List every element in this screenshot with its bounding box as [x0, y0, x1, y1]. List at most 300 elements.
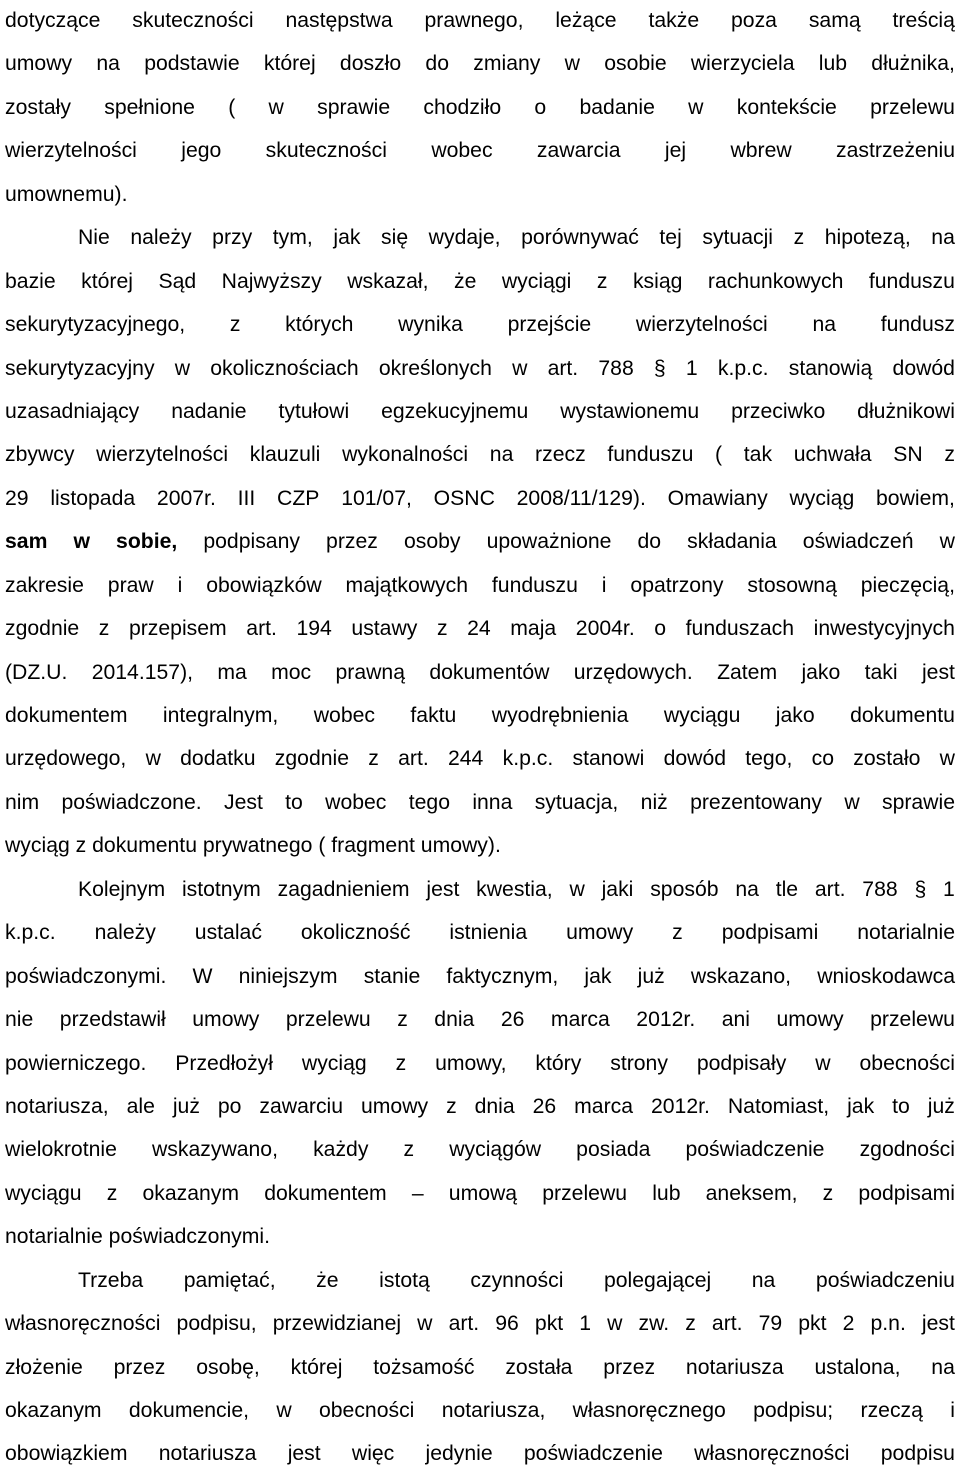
word: na	[931, 226, 955, 250]
word: nim	[5, 790, 40, 814]
word: stanowi	[572, 747, 645, 771]
word: tożsamość	[373, 1355, 475, 1379]
word: już	[637, 964, 665, 988]
word: na	[489, 443, 514, 467]
word: jak	[847, 1094, 875, 1118]
word: pamiętać,	[183, 1268, 276, 1292]
word: 2	[842, 1312, 855, 1336]
word: jaki	[601, 877, 634, 901]
word: urzędowego,	[5, 747, 127, 771]
word: przez	[326, 530, 378, 554]
word: tym,	[272, 226, 313, 250]
word: sytuacja,	[534, 790, 619, 814]
word: 2007r.	[156, 486, 216, 510]
word: rachunkowych	[707, 269, 844, 293]
word: podpisu;	[753, 1399, 834, 1422]
word: należy	[130, 226, 192, 250]
word: umowy	[776, 1008, 844, 1032]
word: wnioskodawca	[817, 964, 955, 988]
word: stanie	[363, 964, 421, 988]
word: umowy	[192, 1008, 260, 1032]
word: poświadczeniu	[815, 1268, 955, 1292]
word: pkt	[534, 1312, 564, 1336]
text-line	[5, 42, 955, 85]
word: tego	[408, 790, 450, 814]
word: przelewu	[870, 1008, 955, 1032]
word: okazanym	[5, 1399, 102, 1422]
word: art.	[448, 1312, 480, 1336]
word: 2004r.	[575, 617, 635, 641]
word: w	[417, 1312, 433, 1336]
word: art.	[711, 1312, 743, 1336]
word: k.p.c.	[502, 747, 554, 771]
word: opatrzony	[630, 573, 724, 597]
word: w	[815, 1051, 831, 1075]
text-line	[5, 303, 955, 346]
document-page	[5, 0, 955, 1476]
word: w	[569, 877, 585, 901]
word: Trzeba	[78, 1268, 144, 1292]
word: zostało	[853, 747, 921, 771]
word: czynności	[470, 1268, 564, 1292]
word: przelewu	[285, 1008, 371, 1032]
word: spełnione	[104, 95, 195, 119]
word: leżące	[555, 9, 617, 32]
text-line	[5, 911, 955, 954]
word: przewidzianej	[272, 1312, 402, 1336]
word: poświadczenie	[685, 1138, 825, 1162]
word: (	[318, 834, 326, 858]
word: sekurytyzacyjnego,	[5, 313, 186, 337]
word: Przedłożył	[175, 1051, 273, 1075]
word: rzeczą	[860, 1399, 923, 1422]
word: art.	[814, 877, 846, 901]
text-line	[5, 347, 955, 390]
word: poświadczonymi.	[5, 964, 167, 988]
word: należy	[94, 921, 156, 945]
word: dodatku	[180, 747, 256, 771]
word: zostały	[5, 95, 71, 119]
word: ksiąg	[632, 269, 683, 293]
word: tytułowi	[278, 399, 350, 423]
word: –	[411, 1181, 424, 1205]
text-line	[5, 694, 955, 737]
text-line	[5, 737, 955, 780]
word: kwestia,	[476, 877, 553, 901]
word: 2008/11/129).	[516, 486, 646, 510]
word: Zatem	[717, 660, 778, 684]
word: stosowną	[747, 573, 837, 597]
word: dowód	[892, 356, 955, 380]
word: inna	[472, 790, 513, 814]
word: przelewu	[542, 1181, 628, 1205]
word: umowy	[566, 921, 634, 945]
word: 96	[495, 1312, 519, 1336]
word: to	[285, 790, 303, 814]
text-line	[5, 390, 955, 433]
word: integralnym,	[162, 704, 279, 727]
word: podpisami	[858, 1181, 955, 1205]
word: następstwa	[285, 9, 393, 32]
word: zgodności	[859, 1138, 955, 1162]
text-line	[5, 260, 955, 303]
word: Najwyższy	[221, 269, 322, 293]
word: już	[927, 1094, 955, 1118]
word: została	[505, 1355, 573, 1379]
word: umowy	[360, 1094, 429, 1118]
word: uzasadniający	[5, 399, 140, 423]
word: 101/07,	[341, 486, 412, 510]
word: wierzytelności	[96, 443, 229, 467]
word: sobie,	[116, 530, 178, 554]
word: 194	[296, 617, 332, 641]
word: w	[145, 747, 161, 771]
word: przelewu	[870, 95, 955, 119]
word: której	[81, 269, 133, 293]
word: jest	[287, 1442, 321, 1466]
word: wyciąg	[789, 486, 855, 510]
word: w	[276, 1399, 292, 1422]
word: w	[512, 356, 528, 380]
word: rzecz	[535, 443, 586, 467]
word: w	[939, 530, 955, 554]
word: obecności	[859, 1051, 955, 1075]
word: wskazał,	[347, 269, 429, 293]
word: faktycznym,	[446, 964, 559, 988]
word: wyciągu	[663, 704, 741, 727]
word: uchwała	[793, 443, 872, 467]
word: urzędowych.	[573, 660, 693, 684]
word: prywatnego	[202, 834, 313, 858]
word: wobec	[313, 704, 375, 727]
word: który	[535, 1051, 582, 1075]
word: pkt	[798, 1312, 827, 1336]
word: 2012r.	[650, 1094, 710, 1118]
text-line	[5, 129, 955, 172]
word: niż	[640, 790, 668, 814]
word: ustawy	[351, 617, 418, 641]
word: ale	[126, 1094, 155, 1118]
word: podpisany	[203, 530, 300, 554]
word: własnoręczności	[5, 1312, 161, 1336]
word: notarialnie	[857, 921, 955, 945]
word: samą	[808, 9, 861, 32]
word: także	[648, 9, 700, 32]
word: oświadczeń	[802, 530, 914, 554]
word: majątkowych	[345, 573, 469, 597]
word: bowiem,	[876, 486, 955, 510]
word: istotą	[379, 1268, 430, 1292]
word: III	[237, 486, 256, 510]
word: i	[601, 573, 607, 597]
word: Kolejnym	[78, 877, 166, 901]
word: poza	[731, 9, 777, 32]
word: okolicznościach	[210, 356, 359, 380]
word: w	[268, 95, 284, 119]
word: w	[73, 530, 90, 554]
text-line	[5, 564, 955, 607]
word: umownemu).	[5, 182, 128, 206]
word: w	[174, 356, 191, 380]
word: sekurytyzacyjny	[5, 356, 155, 380]
text-line	[5, 1172, 955, 1215]
word: wynika	[398, 313, 463, 337]
word: w	[688, 95, 704, 119]
text-line	[5, 998, 955, 1041]
word: pieczęcią,	[860, 573, 955, 597]
word: przez	[603, 1355, 656, 1379]
word: z	[822, 1181, 834, 1205]
word: aneksem,	[705, 1181, 798, 1205]
word: prawną	[335, 660, 405, 684]
word: skuteczności	[265, 139, 387, 163]
word: z	[106, 1181, 118, 1205]
word: o	[654, 617, 667, 641]
word: istotnym	[181, 877, 261, 901]
word: wystawionemu	[560, 399, 700, 423]
text-line	[5, 1128, 955, 1171]
text-line	[5, 1259, 955, 1302]
word: przeciwko	[731, 399, 826, 423]
word: podpisu	[880, 1442, 955, 1466]
word: (	[715, 443, 723, 467]
word: zbywcy	[5, 443, 75, 467]
word: SN	[893, 443, 923, 467]
word: obowiązkiem	[5, 1442, 128, 1466]
word: 1	[685, 356, 698, 380]
word: zakresie	[5, 573, 84, 597]
word: jego	[181, 139, 222, 163]
word: podpisu,	[176, 1312, 257, 1336]
word: zmiany	[473, 52, 541, 76]
word: prezentowany	[690, 790, 822, 814]
word: z	[436, 617, 448, 641]
word: dnia	[474, 1094, 515, 1118]
word: własnoręczności	[694, 1442, 850, 1466]
word: fundusz	[880, 313, 955, 337]
word: wydaje,	[428, 226, 501, 250]
word: poświadczone.	[61, 790, 202, 814]
word: sprawie	[317, 95, 391, 119]
word: 2012r.	[636, 1008, 696, 1032]
word: na	[96, 52, 120, 76]
text-line	[5, 520, 955, 563]
word: funduszu	[491, 573, 578, 597]
text-line	[5, 433, 955, 476]
word: na	[812, 313, 837, 337]
word: w	[607, 1312, 623, 1336]
word: dowód	[663, 747, 727, 771]
word: Nie	[78, 226, 110, 250]
word: k.p.c.	[717, 356, 769, 380]
word: ma	[217, 660, 247, 684]
word: bazie	[5, 269, 56, 293]
word: CZP	[277, 486, 320, 510]
word: poświadczenie	[523, 1442, 663, 1466]
word: sytuacji	[702, 226, 774, 250]
word: zawarcia	[536, 139, 621, 163]
word: przy	[212, 226, 253, 250]
word: inwestycyjnych	[813, 617, 955, 641]
word: sprawie	[881, 790, 955, 814]
word: sposób	[650, 877, 719, 901]
text-line	[5, 651, 955, 694]
word: nadanie	[171, 399, 247, 423]
word: osoby	[403, 530, 461, 554]
word: z	[685, 1312, 696, 1336]
word: jedynie	[425, 1442, 493, 1466]
text-line	[5, 1042, 955, 1085]
word: i	[177, 573, 183, 597]
word: chodziło	[423, 95, 502, 119]
word: jako	[801, 660, 841, 684]
word: p.n.	[870, 1312, 906, 1336]
word: w	[564, 52, 580, 76]
text-line	[5, 477, 955, 520]
word: wskazywano,	[151, 1138, 278, 1162]
word: 2014.157),	[91, 660, 194, 684]
word: obecności	[318, 1399, 415, 1422]
word: Natomiast,	[727, 1094, 830, 1118]
word: z	[672, 921, 683, 945]
word: praw	[107, 573, 154, 597]
word: jak	[333, 226, 361, 250]
text-line	[5, 607, 955, 650]
word: moc	[271, 660, 312, 684]
word: składania	[687, 530, 777, 554]
word: nie	[5, 1008, 34, 1032]
word: na	[751, 1268, 776, 1292]
word: że	[316, 1268, 339, 1292]
word: lub	[818, 52, 848, 76]
word: niniejszym	[238, 964, 338, 988]
word: 24	[467, 617, 491, 641]
word: już	[172, 1094, 200, 1118]
word: hipotezą,	[824, 226, 911, 250]
word: których	[285, 313, 354, 337]
word: dokumentu	[92, 834, 197, 858]
word: dotyczące	[5, 9, 101, 32]
word: w	[939, 747, 955, 771]
word: 79	[758, 1312, 783, 1336]
word: podpisami	[721, 921, 819, 945]
word: notariusza	[685, 1355, 784, 1379]
text-line	[5, 868, 955, 911]
word: Omawiany	[667, 486, 768, 510]
word: dokumentu	[850, 704, 955, 727]
text-line	[5, 86, 955, 129]
word: jako	[775, 704, 815, 727]
word: umowy	[5, 52, 73, 76]
word: badanie	[579, 95, 655, 119]
word: 26	[532, 1094, 557, 1118]
word: ustalona,	[814, 1355, 901, 1379]
text-line	[5, 173, 955, 216]
word: wykonalności	[342, 443, 469, 467]
word: sam	[5, 530, 48, 554]
word: własnoręcznego	[572, 1399, 726, 1422]
text-line	[5, 1302, 955, 1345]
word: złożenie	[5, 1355, 83, 1379]
word: funduszu	[607, 443, 694, 467]
word: po	[217, 1094, 242, 1118]
word: jak	[584, 964, 612, 988]
word: tle	[775, 877, 799, 901]
text-line	[5, 1389, 955, 1432]
word: dłużnika,	[871, 52, 955, 76]
word: której	[290, 1355, 343, 1379]
word: umową	[448, 1181, 518, 1205]
word: wyodrębnienia	[491, 704, 629, 727]
word: tego,	[745, 747, 793, 771]
word: maja	[510, 617, 557, 641]
word: dłużnikowi	[857, 399, 955, 423]
word: egzekucyjnemu	[381, 399, 529, 423]
word: się	[381, 226, 409, 250]
text-line	[5, 1432, 955, 1475]
word: wyciągów	[449, 1138, 542, 1162]
word: art.	[398, 747, 429, 771]
word: umowy,	[435, 1051, 507, 1075]
word: wbrew	[730, 139, 792, 163]
word: wobec	[325, 790, 387, 814]
word: jest	[921, 660, 955, 684]
text-line	[5, 216, 955, 259]
word: z	[395, 1051, 407, 1075]
word: przez	[113, 1355, 166, 1379]
word: (	[228, 95, 236, 119]
word: wielokrotnie	[5, 1138, 117, 1162]
word: przepisem	[128, 617, 227, 641]
word: fragment	[331, 834, 415, 858]
word: wobec	[431, 139, 493, 163]
word: art.	[547, 356, 579, 380]
word: 244	[447, 747, 484, 771]
word: 788	[598, 356, 634, 380]
word: skuteczności	[132, 9, 254, 32]
word: osobie	[604, 52, 667, 76]
word: Sąd	[158, 269, 197, 293]
word: okazanym	[142, 1181, 240, 1205]
word: 29	[5, 486, 29, 510]
word: ustalać	[194, 921, 262, 945]
word: taki	[864, 660, 898, 684]
word: notariusza,	[5, 1094, 109, 1118]
word: marca	[574, 1094, 634, 1118]
word: treścią	[892, 9, 955, 32]
word: klauzuli	[249, 443, 321, 467]
word: tak	[743, 443, 773, 467]
word: z	[944, 443, 955, 467]
word: okoliczność	[300, 921, 411, 945]
word: z	[98, 617, 110, 641]
word: wskazano,	[690, 964, 792, 988]
word: porównywać	[521, 226, 639, 250]
word: §	[914, 877, 927, 901]
word: jej	[664, 139, 687, 163]
word: 788	[862, 877, 898, 901]
word: wyciągu	[5, 1181, 82, 1205]
word: zawarciu	[259, 1094, 344, 1118]
word: i	[950, 1399, 955, 1422]
word: notariusza,	[441, 1399, 546, 1422]
word: zgodnie	[5, 617, 80, 641]
word: na	[735, 877, 759, 901]
word: stanowią	[788, 356, 873, 380]
text-line	[5, 0, 955, 42]
word: z	[793, 226, 805, 250]
word: wyciąg	[301, 1051, 367, 1075]
